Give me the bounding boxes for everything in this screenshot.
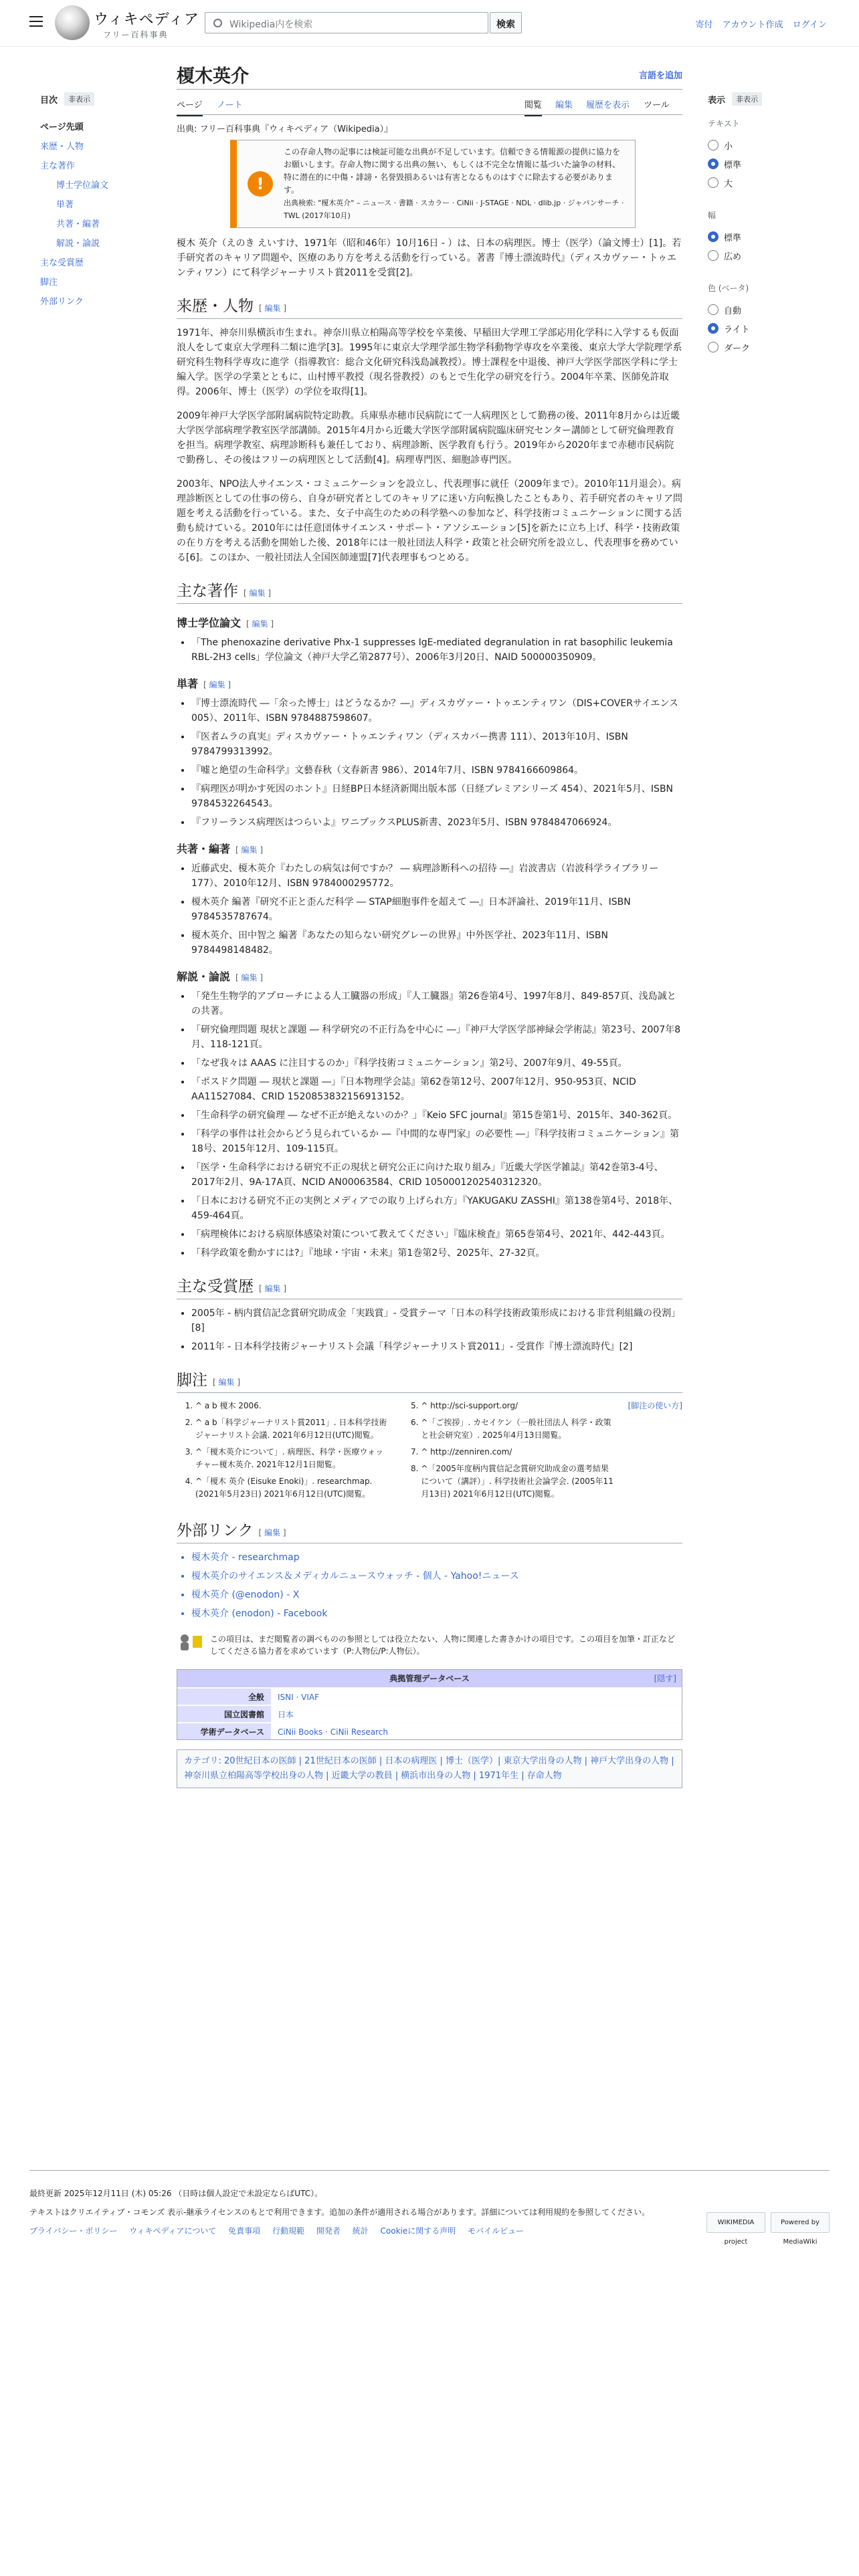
toc-item-top[interactable]: ページ先頭 — [40, 122, 84, 132]
login-link[interactable]: ログイン — [792, 20, 827, 30]
create-account-link[interactable]: アカウント作成 — [722, 20, 783, 30]
edit-link[interactable]: 編集 — [241, 973, 258, 982]
text-size-label: テキスト — [708, 119, 740, 128]
list-item: • 「病理検体における病原体感染対策について教えてください」『臨床検査』第65巻第4号、2021年、442-443頁。 — [191, 1227, 682, 1242]
donate-link[interactable]: 寄付 — [695, 20, 713, 30]
ambox-text: この存命人物の記事には検証可能な出典が不足しています。信頼できる情報源の提供に協力をお願いします。存命人物に関する出典の無い、もしくは不完全な情報に基づいた論争の材料、特に潜在的に中傷・誹謗・名誉毀損あるいは有害となるものはすぐに除去する必要があります。 — [284, 147, 621, 195]
list-item: • 「研究倫理問題 現状と課題 ― 科学研究の不正行為を中心に ―」『神戸大学医学部神緑会学術誌』第23号、2007年8月、118-121頁。 — [191, 1023, 682, 1052]
tab-tools[interactable]: ツール — [644, 100, 670, 110]
add-languages-button[interactable]: 言語を追加 — [638, 71, 682, 81]
ambox-sources[interactable]: 出典検索: "榎木英介" – ニュース · 書籍 · スカラー · CiNii · J-STAGE · NDL · dlib.jp · ジャパンサーチ · TWL (2017年10月) — [284, 199, 624, 220]
search-button[interactable]: 検索 — [490, 12, 522, 33]
footer-link[interactable]: 開発者 — [316, 2226, 341, 2236]
ambox-warning — [230, 140, 636, 228]
list-item: • 「発生生物学的アプローチによる人工臓器の形成」『人工臓器』第26巻第4号、1997年8月、849-857頁、浅島誠との共著。 — [191, 989, 682, 1018]
intro-paragraph: 榎木 英介（えのき えいすけ、1971年（昭和46年）10月16日 - ）は、日本の病理医。博士（医学）（論文博士）[1]。若手研究者のキャリア問題や、医療のあり方を考える活動を行っている。著書『博士漂流時代』（ディスカヴァー・トゥエンティワン）にて科学ジャーナリスト賞2011を受賞[2]。 — [177, 238, 682, 278]
search-icon — [213, 19, 222, 27]
section-notes: 脚注 [ 編集 ] — [177, 1368, 682, 1393]
logo-subtitle: フリー百科事典 — [103, 30, 169, 39]
color-label: 色 (ベータ) — [708, 284, 749, 293]
edit-link[interactable]: 編集 — [218, 1378, 235, 1387]
bio-paragraph: 2009年神戸大学医学部附属病院特定助教。兵庫県赤穂市民病院にて一人病理医として勤務の後、2011年8月からは近畿大学医学部病理学教室医学部講師。2015年4月から近畿大学医学部附属病院臨床研究センター講師として研究倫理教育を担当。病理学教室、病理診断科も兼任しており、病理診断、医学教育も行う。2019年から2020年まで赤穂市民病院で勤務し、その後はフリーの病理医として活動[4]。病理専門医、細胞診専門医。 — [177, 411, 680, 465]
width-wide-radio[interactable]: 広め — [708, 246, 835, 265]
toc-title: 目次 — [40, 95, 58, 106]
list-item: • 榎木英介 編著『研究不正と歪んだ科学 ― STAP細胞事件を超えて ―』日本評論社、2019年11月、ISBN 9784535787674。 — [191, 895, 682, 924]
main-menu-icon[interactable] — [29, 16, 43, 27]
width-label: 幅 — [708, 211, 717, 220]
list-item: • 「なぜ我々は AAAS に注目するのか」『科学技術コミュニケーション』第2号、2007年9月、49-55頁。 — [191, 1056, 682, 1071]
section-single: 単著 [ 編集 ] — [177, 677, 231, 690]
list-item: • 『フリーランス病理医はつらいよ』ワニブックスPLUS新書、2023年5月、ISBN 9784847066924。 — [191, 815, 682, 830]
list-item: • 2005年 - 柄内賞信記念賞研究助成金「実践賞」- 受賞テーマ「日本の科学技術政策形成における非営利組織の役割」[8] — [191, 1306, 682, 1335]
toc-item-awards[interactable]: 主な受賞歴 — [40, 258, 84, 268]
list-item: • 「科学政策を動かすには?」『地球・宇宙・未来』第1巻第2号、2025年、27-32頁。 — [191, 1246, 682, 1261]
search-input[interactable] — [205, 12, 488, 33]
list-item: • 『病理医が明かす死因のホント』日経BP日本経済新聞出版本部（日経プレミアシリーズ 454）、2021年5月、ISBN 9784532264543。 — [191, 782, 682, 811]
width-standard-radio[interactable]: 標準 — [708, 227, 835, 246]
appearance-title: 表示 — [708, 95, 726, 106]
logo-title: ウィキペディア — [94, 11, 199, 28]
authority-hide-button[interactable]: [隠す] — [654, 1674, 676, 1683]
footer-link[interactable]: Cookieに関する声明 — [380, 2226, 456, 2236]
reference-item: 2. ^ a b「科学ジャーナリスト賞2011」. 日本科学技術ジャーナリスト会議. 2021年6月12日(UTC)閲覧。 — [195, 1416, 389, 1442]
authority-title[interactable]: 典拠管理データベース — [389, 1674, 470, 1683]
reference-item: 1. ^ a b 榎木 2006. — [195, 1400, 389, 1412]
text-large-radio[interactable]: 大 — [708, 173, 835, 192]
toc-item-articles[interactable]: 解説・論説 — [56, 239, 100, 249]
last-updated: 最終更新 2025年12月11日 (木) 05:26 （日時は個人設定で未設定ならばUTC）。 — [29, 2189, 323, 2198]
list-item: • 「科学の事件は社会からどう見られているか ―『中間的な専門家』の必要性 ―」『科学技術コミュニケーション』第18号、2015年12月、109-115頁。 — [191, 1127, 682, 1156]
edit-link[interactable]: 編集 — [264, 1284, 281, 1293]
mediawiki-badge[interactable]: Powered by MediaWiki — [771, 2212, 830, 2233]
category-links[interactable]: カテゴリ: 20世紀日本の医師 | 21世紀日本の医師 | 日本の病理医 | 博士（医学）| 東京大学出身の人物 | 神戸大学出身の人物 | 神奈川県立柏陽高等学校出身の人物 | 近畿大学の教員 | 横浜市出身の人物 | 1971年生 | 存命人物 — [177, 1749, 682, 1788]
reference-item: 3. ^「榎木英介について」. 病理医、科学・医療ウォッチャー榎木英介. 2021年12月1日閲覧。 — [195, 1446, 389, 1471]
color-dark-radio[interactable]: ダーク — [708, 338, 835, 356]
reference-item: 7. ^ http://zenniren.com/ — [421, 1446, 614, 1459]
wordmark[interactable] — [94, 8, 199, 40]
toc-item-single[interactable]: 単著 — [56, 200, 74, 210]
section-awards: 主な受賞歴 [ 編集 ] — [177, 1274, 682, 1299]
toc-item-biography[interactable]: 来歴・人物 — [40, 142, 84, 152]
references — [177, 1400, 682, 1505]
toc-hide-button[interactable]: 非表示 — [64, 92, 94, 106]
list-item: • 「ポスドク問題 ― 現状と課題 ―」『日本物理学会誌』第62巻第12号、2007年12月、950-953頁、NCID AA11527084、CRID 1520853832156913152。 — [191, 1075, 682, 1104]
authority-link[interactable]: 日本 — [271, 1706, 682, 1722]
edit-link[interactable]: 編集 — [264, 304, 281, 313]
tab-read[interactable]: 閲覧 — [524, 98, 542, 116]
page-title: 榎木英介 — [177, 66, 249, 87]
color-auto-radio[interactable]: 自動 — [708, 300, 835, 319]
text-small-radio[interactable]: 小 — [708, 136, 835, 154]
wikimedia-badge[interactable]: WIKIMEDIA project — [706, 2212, 765, 2233]
page-tabs — [177, 90, 682, 115]
authority-control: 典拠管理データベース [隠す] 全般 ISNI · VIAF 国立図書館 日本 学術データベース CiNii Books · CiNii Research — [177, 1669, 682, 1740]
section-biography: 来歴・人物 [ 編集 ] — [177, 294, 682, 319]
footer-link[interactable]: 免責事項 — [228, 2226, 261, 2236]
from-wikipedia: 出典: フリー百科事典『ウィキペディア（Wikipedia）』 — [177, 124, 393, 134]
toc-item-works[interactable]: 主な著作 — [40, 161, 76, 171]
notes-usage-link[interactable]: [脚注の使い方] — [628, 1401, 682, 1410]
stub-text: この項目は、まだ閲覧者の調べものの参照としては役立たない、人物に関連した書きかけの項目です。この項目を加筆・訂正などしてくださる協力者を求めています（P:人物伝/P:人物伝）。 — [210, 1634, 676, 1656]
reference-item: 6. ^「ご挨拶」. カセイケン（一般社団法人 科学・政策と社会研究室）. 2025年4月13日閲覧。 — [421, 1416, 614, 1442]
table-of-contents — [40, 92, 140, 312]
reference-item: 8. ^「2005年度柄内賞信記念賞研究助成金の選考結果について（講評）」. 科学技術社会論学会. (2005年11月13日) 2021年6月12日(UTC)閲覧。 — [421, 1463, 614, 1501]
list-item: • 近藤武史、榎木英介『わたしの病気は何ですか？ ― 病理診断科への招待 ―』岩波書店（岩波科学ライブラリー 177）、2010年12月、ISBN 9784000295772。 — [191, 861, 682, 891]
color-light-radio[interactable]: ライト — [708, 319, 835, 338]
reference-item: 4. ^「榎木 英介 (Eisuke Enoki)」. researchmap. (2021年5月23日) 2021年6月12日(UTC)閲覧。 — [195, 1475, 389, 1501]
reference-item: 5. ^ http://sci-support.org/ — [421, 1400, 614, 1412]
list-item: • 「日本における研究不正の実例とメディアでの取り上げられ方」『YAKUGAKU ZASSHI』第138巻第4号、2018年、459-464頁。 — [191, 1194, 682, 1223]
edit-link[interactable]: 編集 — [209, 680, 225, 689]
external-link[interactable]: • 榎木英介のサイエンス＆メディカルニュースウォッチ - 個人 - Yahoo!ニュース — [191, 1569, 682, 1584]
list-item: • 「医学・生命科学における研究不正の現状と研究公正に向けた取り組み」『近畿大学医学雑誌』第42巻第3-4号、2017年2月、9A-17A頁、NCID AN00063584、CRID 1050001202540312320。 — [191, 1160, 682, 1190]
footer-link[interactable]: 統計 — [352, 2226, 369, 2236]
footer-link[interactable]: プライバシー・ポリシー — [29, 2226, 118, 2236]
search-placeholder: Wikipedia内を検索 — [229, 19, 313, 30]
external-link[interactable]: • 榎木英介 - researchmap — [191, 1550, 682, 1565]
edit-link[interactable]: 編集 — [264, 1528, 281, 1537]
authority-link[interactable]: CiNii Books · CiNii Research — [271, 1723, 682, 1739]
warning-icon: ! — [248, 171, 273, 197]
list-item: • 榎木英介、田中智之 編著『あなたの知らない研究グレーの世界』中外医学社、2023年11月、ISBN 9784498148482。 — [191, 928, 682, 958]
list-item: • 『嘘と絶望の生命科学』文藝春秋（文春新書 986）、2014年7月、ISBN 9784166609864。 — [191, 763, 682, 778]
bio-paragraph: 1971年、神奈川県横浜市生まれ。神奈川県立柏陽高等学校を卒業後、早稲田大学理工学部応用化学科に入学するも仮面浪人をして東京大学理科二類に進学[3]。1995年に東京大学理学部生物学科動物学専攻を卒業後、東京大学大学院理学系研究科生物科学専攻に進学（指導教官：総合文化研究科浅島誠教授）。博士課程を中退後、神戸大学医学部医学科に学士編入学。医学の学業とともに、山村博平教授（現名誉教授）のもとで生化学の研究を行う。2004年卒業、医師免許取得。2006年、博士（医学）の学位を取得[1]。 — [177, 328, 682, 397]
text-standard-radio[interactable]: 標準 — [708, 154, 835, 173]
edit-link[interactable]: 編集 — [241, 845, 258, 855]
appearance-panel — [708, 92, 835, 356]
toc-item-thesis[interactable]: 博士学位論文 — [56, 181, 109, 191]
edit-link[interactable]: 編集 — [249, 588, 266, 598]
toc-item-external[interactable]: 外部リンク — [40, 297, 84, 307]
article-content — [177, 59, 682, 1788]
bio-paragraph: 2003年、NPO法人サイエンス・コミュニケーションを設立し、代表理事に就任（2009年まで）。2010年11月退会）。病理診断医としての仕事の傍ら、自身が研究者としてのキャリアに迷い方向転換したこともあり、若手研究者のキャリア問題を考える活動を行っている。また、女子中高生のための科学塾への参加など、科学技術コミュニケーションに関する活動も続けている。2010年には任意団体サイエンス・サポート・アソシエーション[5]を新たに立ち上げ、科学・技術政策の在り方を考える活動を開始した後、2018年には一般社団法人科学・政策と社会研究所を設立し、代表理事を務めている[6]。このほか、一般社団法人全国医師連盟[7]代表理事もつとめる。 — [177, 479, 682, 563]
edit-link[interactable]: 編集 — [252, 619, 268, 629]
section-works: 主な著作 [ 編集 ] — [177, 578, 682, 604]
tab-page[interactable]: ページ — [177, 98, 203, 116]
section-external: 外部リンク [ 編集 ] — [177, 1518, 682, 1543]
list-item: • 「生命科学の研究倫理 ― なぜ不正が絶えないのか？」『Keio SFC journal』第15巻第1号、2015年、340-362頁。 — [191, 1108, 682, 1123]
tab-history[interactable]: 履歴を表示 — [586, 100, 630, 110]
toc-item-coauthor[interactable]: 共著・編著 — [56, 219, 100, 229]
footer-link[interactable]: 行動規範 — [272, 2226, 305, 2236]
list-item: • 『博士漂流時代 ―「余った博士」はどうなるか？―』ディスカヴァー・トゥエンティワン（DIS+COVERサイエンス 005）、2011年、ISBN 9784887598607。 — [191, 696, 682, 726]
tab-edit[interactable]: 編集 — [555, 100, 573, 110]
section-thesis: 博士学位論文 [ 編集 ] — [177, 617, 274, 629]
footer-link[interactable]: モバイルビュー — [468, 2226, 524, 2236]
stub-notice — [177, 1628, 682, 1662]
appearance-hide-button[interactable]: 非表示 — [732, 92, 762, 106]
tab-talk[interactable]: ノート — [217, 100, 243, 110]
stub-person-icon — [178, 1632, 205, 1652]
toc-item-notes[interactable]: 脚注 — [40, 278, 58, 288]
section-coauthor: 共著・編著 [ 編集 ] — [177, 843, 264, 855]
external-link[interactable]: • 榎木英介 (enodon) - Facebook — [191, 1606, 682, 1621]
section-articles: 解説・論説 [ 編集 ] — [177, 970, 264, 983]
list-item: • 「The phenoxazine derivative Phx-1 suppresses IgE-mediated degranulation in rat basophilic leukemia RBL-2H3 cells」学位論文（神戸大学乙第2877号）、2006年3月20日、NAID 500000350909。 — [191, 635, 682, 665]
site-footer — [29, 2170, 830, 2246]
footer-link[interactable]: ウィキペディアについて — [129, 2226, 217, 2236]
list-item: • 2011年 - 日本科学技術ジャーナリスト会議「科学ジャーナリスト賞2011」- 受賞作『博士漂流時代』[2] — [191, 1339, 682, 1354]
authority-link[interactable]: ISNI · VIAF — [271, 1689, 682, 1705]
external-link[interactable]: • 榎木英介 (@enodon) - X — [191, 1588, 682, 1602]
wikipedia-logo-icon[interactable] — [55, 5, 90, 40]
site-header — [0, 0, 859, 47]
personal-tools — [688, 17, 827, 30]
license-text: テキストはクリエイティブ・コモンズ 表示-継承ライセンスのもとで利用できます。追加の条件が適用される場合があります。詳細については利用規約を参照してください。 — [29, 2208, 650, 2217]
list-item: • 『医者ムラの真実』ディスカヴァー・トゥエンティワン（ディスカバー携書 111）、2013年10月、ISBN 9784799313992。 — [191, 730, 682, 759]
